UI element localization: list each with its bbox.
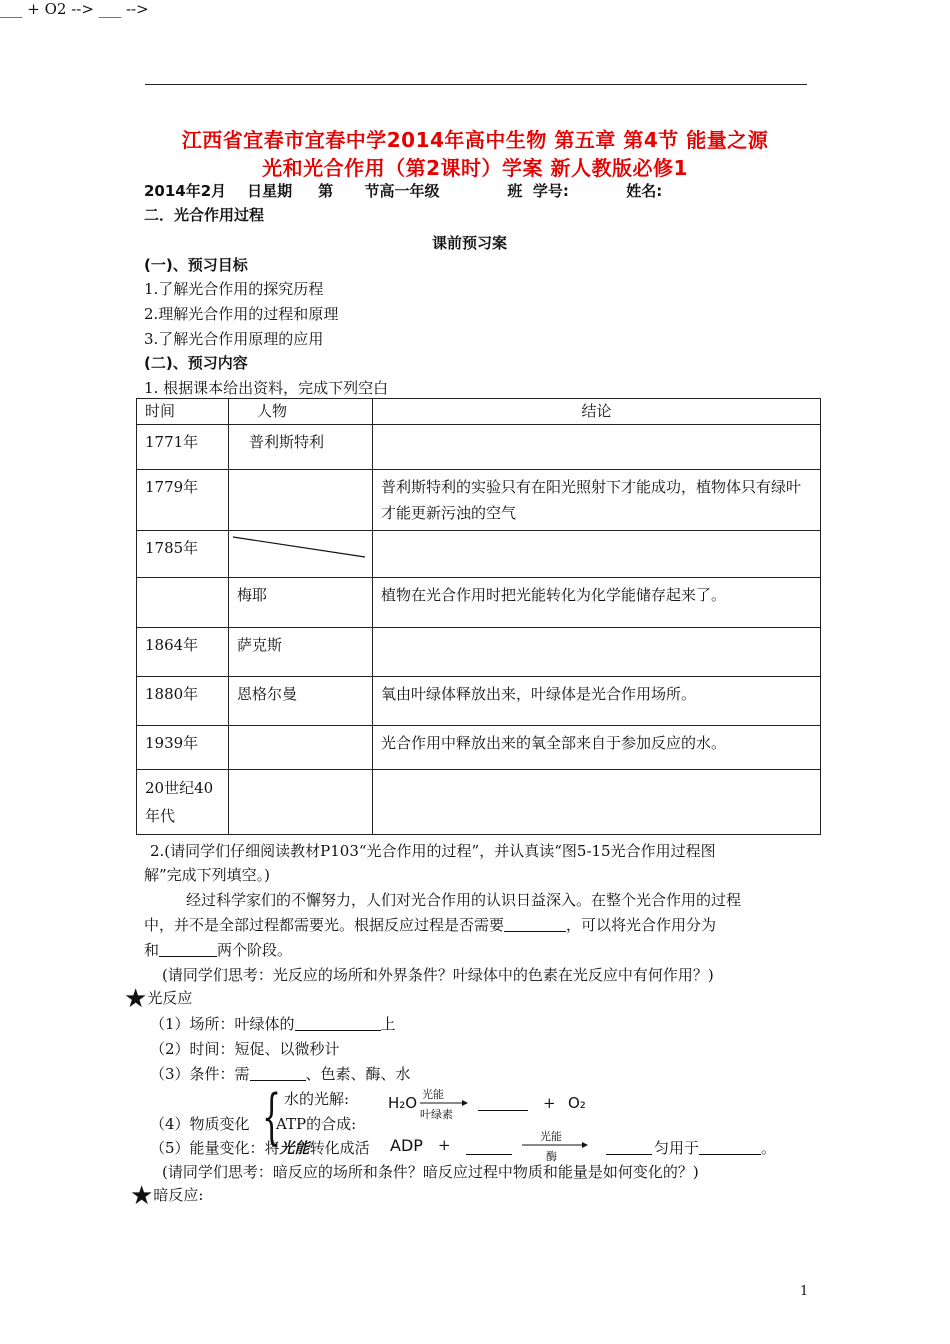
cell-time[interactable] <box>137 578 229 628</box>
cell-person: 梅耶 <box>229 578 373 628</box>
light-time: （2）时间：短促、以微秒计 <box>150 1040 340 1058</box>
blank-energy-use[interactable] <box>699 1138 761 1155</box>
cell-time: 1785年 <box>137 531 229 578</box>
star-icon: ★ <box>130 1181 154 1211</box>
water-photolysis-label: 水的光解: <box>284 1090 350 1108</box>
blank-eq1-product[interactable] <box>478 1094 528 1111</box>
eq2-reactant: ADP <box>390 1136 423 1155</box>
document-title-line1: 江西省宜春市宜春中学2014年高中生物 第五章 第4节 能量之源 <box>181 128 769 152</box>
cell-conclusion: 光合作用中释放出来的氧全部来自于参加反应的水。 <box>373 726 821 770</box>
cell-conclusion: 氧由叶绿体释放出来，叶绿体是光合作用场所。 <box>373 677 821 726</box>
blank-light-needed[interactable] <box>504 915 566 932</box>
table-row <box>137 726 821 770</box>
table-row <box>137 425 821 470</box>
eq1-plus: + <box>543 1094 556 1112</box>
q2-paragraph-line1: 经过科学家们的不懈努力，人们对光合作用的认识日益深入。在整个光合作用的过程 <box>186 891 742 909</box>
eq2-plus: + <box>438 1136 451 1154</box>
blank-eq2-product[interactable] <box>606 1138 652 1155</box>
table-row <box>137 628 821 677</box>
dark-reaction-title <box>130 1183 203 1209</box>
energy-change <box>150 1137 370 1158</box>
cell-person: 恩格尔曼 <box>229 677 373 726</box>
cell-conclusion[interactable] <box>373 531 821 578</box>
light-reaction-title <box>124 986 192 1012</box>
question-1: 1. 根据课本给出资料，完成下列空白 <box>144 379 389 397</box>
cell-time: 1779年 <box>137 470 229 531</box>
matter-change-label: （4）物质变化 <box>150 1115 250 1133</box>
star-icon: ★ <box>124 984 148 1014</box>
cell-time: 1880年 <box>137 677 229 726</box>
header-rule <box>145 84 807 85</box>
table-row <box>137 677 821 726</box>
q2-paragraph-line2 <box>144 914 716 935</box>
eq1-arrow-bottom: 叶绿素 <box>420 1108 453 1121</box>
blank-condition[interactable] <box>250 1064 306 1081</box>
q2-paragraph-line3 <box>144 939 292 960</box>
condition-label: （3）条件：需 <box>150 1065 250 1083</box>
blank-stage[interactable] <box>159 940 217 957</box>
energy-text: 转化成活 <box>309 1139 370 1157</box>
think-prompt-1: (请同学们思考：光反应的场所和外界条件？叶绿体中的色素在光反应中有何作用？) <box>162 966 714 984</box>
q2-text: 和 <box>144 941 160 959</box>
section-title: 二．光合作用过程 <box>144 206 265 224</box>
condition-suffix: 、色素、酶、水 <box>305 1065 411 1083</box>
table-header-row <box>137 399 821 425</box>
atp-synthesis-label: ATP的合成: <box>276 1115 357 1133</box>
eq2-arrow <box>522 1140 588 1150</box>
q2-text: 两个阶段。 <box>217 941 293 959</box>
goal-item: 2.理解光合作用的过程和原理 <box>144 305 339 323</box>
question-2-line2: 解”完成下列填空。) <box>144 866 271 884</box>
light-reaction-label: 光反应 <box>147 989 193 1007</box>
energy-usage <box>654 1137 776 1158</box>
cell-person[interactable] <box>229 770 373 835</box>
cell-person: 萨克斯 <box>229 628 373 677</box>
table-row <box>137 578 821 628</box>
diagonal-strike <box>229 531 373 578</box>
header-info: 2014年2月 日星期 第 节高一年级 班 学号: 姓名: <box>144 182 663 200</box>
header-time: 时间 <box>137 399 229 425</box>
header-person: 人物 <box>229 399 373 425</box>
header-conclusion: 结论 <box>373 399 821 425</box>
cell-person-crossed <box>229 531 373 578</box>
plan-title: 课前预习案 <box>432 234 508 252</box>
cell-person[interactable] <box>229 726 373 770</box>
think-prompt-2: (请同学们思考：暗反应的场所和条件？暗反应过程中物质和能量是如何变化的？) <box>162 1163 699 1181</box>
cell-person: 普利斯特利 <box>229 425 373 470</box>
goal-item: 1.了解光合作用的探究历程 <box>144 280 324 298</box>
table-row <box>137 470 821 531</box>
light-condition <box>150 1063 411 1084</box>
cell-conclusion[interactable] <box>373 770 821 835</box>
cell-time: 1771年 <box>137 425 229 470</box>
page-number: 1 <box>800 1284 809 1299</box>
eq1-reactant: H₂O <box>388 1094 418 1112</box>
blank-eq2-reactant[interactable] <box>466 1138 512 1155</box>
energy-light: 光能 <box>279 1139 310 1157</box>
goals-heading: (一)、预习目标 <box>144 256 248 274</box>
eq2-arrow-top: 光能 <box>540 1130 562 1143</box>
place-suffix: 上 <box>380 1015 396 1033</box>
cell-person[interactable] <box>229 470 373 531</box>
cell-conclusion[interactable] <box>373 628 821 677</box>
cell-time: 20世纪40年代 <box>137 770 229 835</box>
eq2-arrow-bottom: 酶 <box>546 1150 557 1163</box>
table-row <box>137 770 821 835</box>
eq1-arrow-top: 光能 <box>422 1088 444 1101</box>
energy-usage-end: 。 <box>761 1139 777 1157</box>
left-brace: { <box>262 1082 282 1152</box>
cell-conclusion: 植物在光合作用时把光能转化为化学能储存起来了。 <box>373 578 821 628</box>
place-label: （1）场所：叶绿体的 <box>150 1015 295 1033</box>
eq1-product: O₂ <box>568 1094 586 1112</box>
blank-place[interactable] <box>295 1014 381 1031</box>
energy-label: （5）能量变化：将 <box>150 1139 280 1157</box>
eq1-arrow <box>420 1098 468 1108</box>
energy-usage-label: 匀用于 <box>654 1139 700 1157</box>
q2-text: 中，并不是全部过程都需要光。根据反应过程是否需要 <box>144 916 505 934</box>
table-row <box>137 531 821 578</box>
q2-text: ，可以将光合作用分为 <box>566 916 717 934</box>
cell-time: 1864年 <box>137 628 229 677</box>
cell-conclusion[interactable] <box>373 425 821 470</box>
cell-time: 1939年 <box>137 726 229 770</box>
cell-conclusion: 普利斯特利的实验只有在阳光照射下才能成功，植物体只有绿叶才能更新污浊的空气 <box>373 470 821 531</box>
dark-reaction-label: 暗反应: <box>153 1186 204 1204</box>
history-table <box>136 398 821 835</box>
content-heading: (二)、预习内容 <box>144 354 248 372</box>
document-title-line2: 光和光合作用（第2课时）学案 新人教版必修1 <box>262 156 688 180</box>
goal-item: 3.了解光合作用原理的应用 <box>144 330 324 348</box>
light-place <box>150 1013 396 1034</box>
question-2-line1: 2.(请同学们仔细阅读教材P103“光合作用的过程”，并认真读“图5-15光合作用过程图 <box>150 842 716 860</box>
